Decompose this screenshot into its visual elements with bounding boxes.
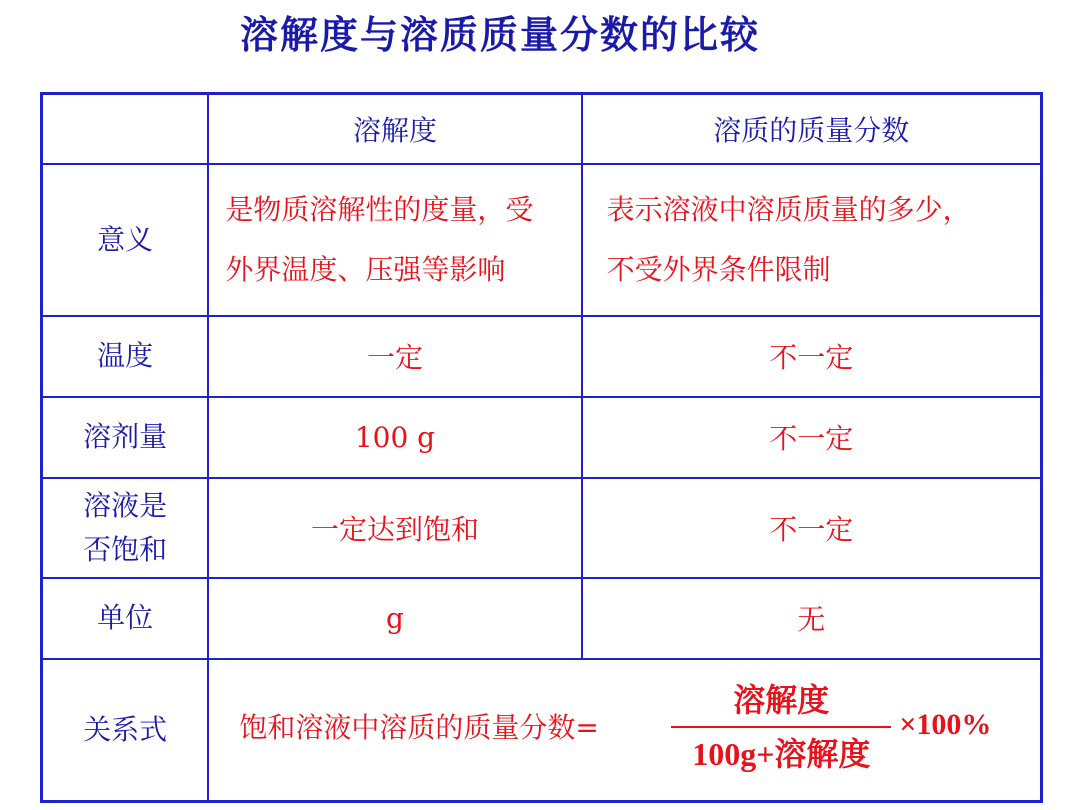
cell-value: g xyxy=(208,578,581,659)
row-label: 关系式 xyxy=(42,659,209,802)
relation-text: 饱和溶液中溶质的质量分数= xyxy=(239,710,599,744)
page-title: 溶解度与溶质质量分数的比较 xyxy=(239,12,760,57)
relation-cell xyxy=(208,659,1041,802)
meaning-solubility xyxy=(208,164,581,316)
meaning-mass-fraction xyxy=(582,164,1042,316)
label-line: 否饱和 xyxy=(83,532,168,566)
cell-value: 100 g xyxy=(208,397,581,478)
text-line: 外界温度、压强等影响 xyxy=(225,252,506,286)
row-saturated xyxy=(42,478,1042,578)
table-header-row xyxy=(42,94,1042,164)
label-line: 溶液是 xyxy=(83,488,168,522)
fraction-bar xyxy=(671,726,891,728)
row-label xyxy=(42,478,209,578)
text-line: 是物质溶解性的度量，受 xyxy=(225,192,534,226)
comparison-table xyxy=(40,92,1043,803)
row-label: 溶剂量 xyxy=(42,397,209,478)
cell-value: 一定达到饱和 xyxy=(208,478,581,578)
cell-value: 一定 xyxy=(208,316,581,397)
text-line: 不受外界条件限制 xyxy=(606,252,831,286)
row-label: 单位 xyxy=(42,578,209,659)
text-line: 表示溶液中溶质质量的多少， xyxy=(606,192,971,226)
header-empty xyxy=(42,94,209,164)
row-temperature xyxy=(42,316,1042,397)
cell-value: 不一定 xyxy=(582,316,1042,397)
cell-value: 无 xyxy=(582,578,1042,659)
header-solubility: 溶解度 xyxy=(208,94,581,164)
fraction-denominator: 100g+溶解度 xyxy=(692,735,871,772)
percent-suffix: ×100% xyxy=(899,707,992,741)
fraction xyxy=(671,680,891,774)
row-unit xyxy=(42,578,1042,659)
fraction-numerator: 溶解度 xyxy=(733,681,830,718)
row-label: 意义 xyxy=(42,164,209,316)
row-solvent xyxy=(42,397,1042,478)
row-label: 温度 xyxy=(42,316,209,397)
header-mass-fraction: 溶质的质量分数 xyxy=(582,94,1042,164)
cell-value: 不一定 xyxy=(582,478,1042,578)
cell-value: 不一定 xyxy=(582,397,1042,478)
row-relation xyxy=(42,659,1042,802)
row-meaning xyxy=(42,164,1042,316)
